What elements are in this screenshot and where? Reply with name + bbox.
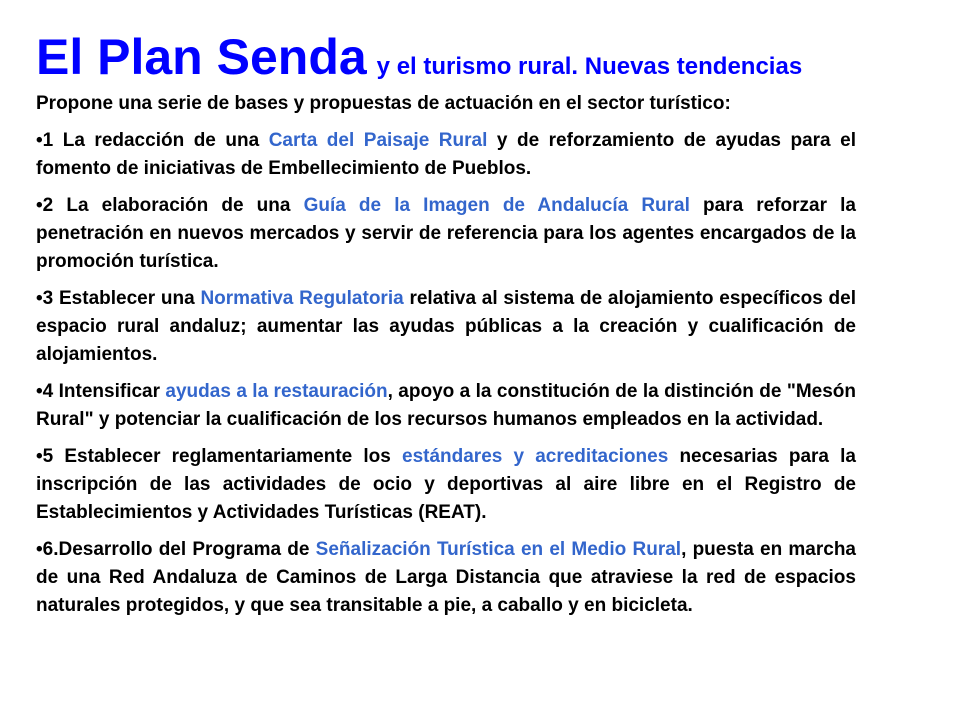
item-text: , apoyo a la constitución de la distinción de "Mesón Rural" y potenciar la cualificación de los recursos humanos empleados en la actividad. xyxy=(36,381,857,430)
item-text: •6.Desarrollo del Programa de xyxy=(36,539,316,560)
item-highlight: Señalización Turística en el Medio Rural xyxy=(315,539,682,560)
item-highlight: estándares y acreditaciones xyxy=(402,446,669,467)
item-highlight: Carta del Paisaje Rural xyxy=(268,130,488,151)
item-text: •2 La elaboración de una xyxy=(36,195,304,216)
list-item-5 xyxy=(36,443,856,527)
item-text: relativa al sistema de alojamiento específicos del espacio rural andaluz; aumentar las ayudas públicas a la creación y cualificación de alojamientos. xyxy=(36,288,856,365)
title-main: El Plan Senda xyxy=(36,29,367,85)
slide-title xyxy=(36,28,802,86)
item-text: •5 Establecer reglamentariamente los xyxy=(36,446,402,467)
list-item-4 xyxy=(36,378,856,434)
item-text: para reforzar la penetración en nuevos mercados y servir de referencia para los agentes encargados de la promoción turística. xyxy=(36,195,856,272)
item-highlight: ayudas a la restauración xyxy=(165,381,388,402)
slide-body xyxy=(36,90,856,629)
item-text: •4 Intensificar xyxy=(36,381,166,402)
title-subtitle: y el turismo rural. Nuevas tendencias xyxy=(376,53,803,80)
item-text: y de reforzamiento de ayudas para el fomento de iniciativas de Embellecimiento de Pueblos. xyxy=(36,130,856,179)
list-item-2 xyxy=(36,192,856,276)
item-text: necesarias para la inscripción de las actividades de ocio y deportivas al aire libre en el Registro de Establecimientos y Actividades Turísticas (REAT). xyxy=(36,446,856,523)
item-highlight: Normativa Regulatoria xyxy=(200,288,404,309)
item-text: , puesta en marcha de una Red Andaluza de Caminos de Larga Distancia que atraviese la red de espacios naturales protegidos, y que sea transitable a pie, a caballo y en bicicleta. xyxy=(36,539,857,616)
item-highlight: Guía de la Imagen de Andalucía Rural xyxy=(303,195,690,216)
item-text: •1 La redacción de una xyxy=(36,130,269,151)
item-text: •3 Establecer una xyxy=(36,288,201,309)
list-item-6 xyxy=(36,536,856,620)
intro-paragraph: Propone una serie de bases y propuestas de actuación en el sector turístico: xyxy=(36,93,731,114)
list-item-1 xyxy=(36,127,856,183)
list-item-3 xyxy=(36,285,856,369)
